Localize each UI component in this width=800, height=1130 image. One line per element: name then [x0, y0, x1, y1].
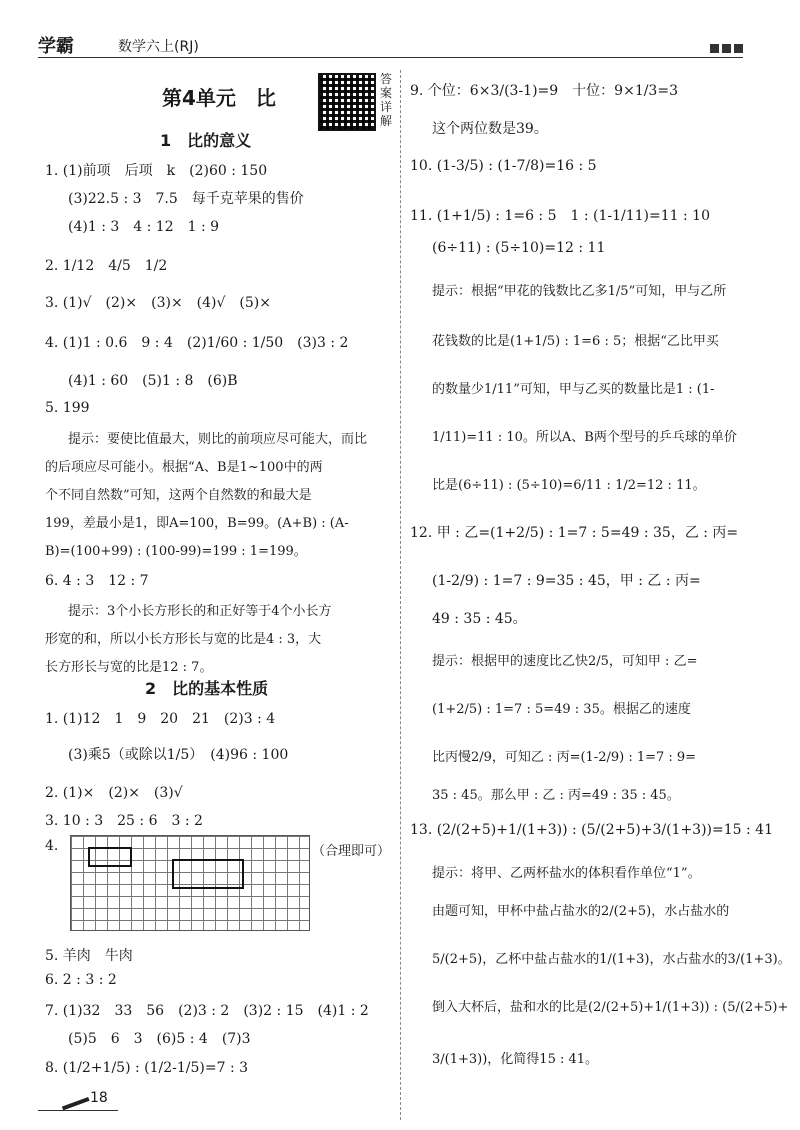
answer-line: 3. 10 : 3 25 : 6 3 : 2	[45, 813, 203, 829]
answer-line: 49 : 35 : 45。	[432, 611, 527, 627]
answer-line: (6÷11) : (5÷10)=12 : 11	[432, 240, 606, 256]
book-title: 数学六上(RJ)	[118, 39, 199, 55]
hint-line: 3/(1+3))，化简得15 : 41。	[432, 1052, 599, 1067]
hint-line: 199，差最小是1，即A=100，B=99。(A+B) : (A-	[45, 516, 349, 531]
hint-line: 提示：要使比值最大，则比的前项应尽可能大，而比	[68, 432, 368, 447]
grid-note: （合理即可）	[312, 844, 391, 859]
header-squares	[710, 44, 743, 53]
hint-line: B)=(100+99) : (100-99)=199 : 1=199。	[45, 544, 307, 559]
hint-line: 花钱数的比是(1+1/5) : 1=6 : 5；根据“乙比甲买	[432, 334, 719, 349]
hint-line: 5/(2+5)，乙杯中盐占盐水的1/(1+3)，水占盐水的3/(1+3)。	[432, 952, 791, 967]
footer-rule	[38, 1110, 118, 1111]
answer-line: 5. 羊肉 牛肉	[45, 948, 133, 964]
answer-line: 4.	[45, 838, 59, 854]
hint-line: 的后项应尽可能小。根据“A、B是1~100中的两	[45, 460, 323, 475]
answer-line: 8. (1/2+1/5) : (1/2-1/5)=7 : 3	[45, 1060, 249, 1076]
hint-line: 比是(6÷11) : (5÷10)=6/11 : 1/2=12 : 11。	[432, 478, 706, 493]
hint-line: 提示：根据甲的速度比乙快2/5，可知甲 : 乙=	[432, 654, 698, 669]
brand-logo: 学霸	[38, 36, 74, 57]
hint-line: 比丙慢2/9，可知乙 : 丙=(1-2/9) : 1=7 : 9=	[432, 750, 697, 765]
answer-line: (4)1 : 60 (5)1 : 8 (6)B	[68, 373, 238, 389]
hint-line: 提示：将甲、乙两杯盐水的体积看作单位“1”。	[432, 866, 701, 881]
qr-note: 答案详解	[380, 72, 393, 128]
answer-line: (3)22.5 : 3 7.5 每千克苹果的售价	[68, 191, 304, 207]
section-title-1: 1 比的意义	[160, 131, 252, 150]
hint-line: 个不同自然数”可知，这两个自然数的和最大是	[45, 488, 312, 503]
hint-line: 由题可知，甲杯中盐占盐水的2/(2+5)，水占盐水的	[432, 904, 730, 919]
answer-line: 5. 199	[45, 400, 90, 416]
answer-line: 7. (1)32 33 56 (2)3 : 2 (3)2 : 15 (4)1 : 2	[45, 1003, 369, 1019]
answer-line: (3)乘5（或除以1/5） (4)96 : 100	[68, 747, 289, 763]
answer-line: 1. (1)12 1 9 20 21 (2)3 : 4	[45, 711, 276, 727]
section-title-2: 2 比的基本性质	[145, 679, 269, 698]
answer-line: 9. 个位：6×3/(3-1)=9 十位：9×1/3=3	[410, 83, 678, 99]
answer-line: 2. (1)× (2)× (3)√	[45, 785, 183, 801]
small-rectangle	[88, 847, 132, 867]
hint-line: 倒入大杯后，盐和水的比是(2/(2+5)+1/(1+3)) : (5/(2+5)+	[432, 1000, 789, 1015]
page-header	[38, 32, 743, 60]
column-divider	[400, 70, 401, 1120]
answer-line: 1. (1)前项 后项 k (2)60 : 150	[45, 163, 268, 179]
hint-line: 1/11)=11 : 10。所以A、B两个型号的乒乓球的单价	[432, 430, 737, 445]
hint-line: 的数量少1/11”可知，甲与乙买的数量比是1 : (1-	[432, 382, 715, 397]
answer-line: 11. (1+1/5) : 1=6 : 5 1 : (1-1/11)=11 : 10	[410, 208, 710, 224]
answer-line: 3. (1)√ (2)× (3)× (4)√ (5)×	[45, 295, 271, 311]
answer-line: 13. (2/(2+5)+1/(1+3)) : (5/(2+5)+3/(1+3))=15 : 41	[410, 822, 773, 838]
hint-line: 提示：根据“甲花的钱数比乙多1/5”可知，甲与乙所	[432, 284, 727, 299]
answer-line: 2. 1/12 4/5 1/2	[45, 258, 168, 274]
answer-line: 6. 2 : 3 : 2	[45, 972, 117, 988]
hint-line: 35 : 45。那么甲 : 乙 : 丙=49 : 35 : 45。	[432, 788, 680, 803]
pencil-icon	[58, 1088, 89, 1111]
page-number: 18	[90, 1090, 108, 1106]
answer-line: 4. (1)1 : 0.6 9 : 4 (2)1/60 : 1/50 (3)3 : 2	[45, 335, 349, 351]
header-rule	[38, 57, 743, 58]
answer-line: (5)5 6 3 (6)5 : 4 (7)3	[68, 1031, 251, 1047]
answer-line: (1-2/9) : 1=7 : 9=35 : 45，甲 : 乙 : 丙=	[432, 573, 701, 589]
answer-line: (4)1 : 3 4 : 12 1 : 9	[68, 219, 220, 235]
hint-line: 长方形长与宽的比是12 : 7。	[45, 660, 213, 675]
answer-line: 12. 甲 : 乙=(1+2/5) : 1=7 : 5=49 : 35，乙 : 丙=	[410, 525, 739, 541]
hint-line: (1+2/5) : 1=7 : 5=49 : 35。根据乙的速度	[432, 702, 691, 717]
qr-code-icon	[318, 73, 376, 131]
answer-line: 6. 4 : 3 12 : 7	[45, 573, 149, 589]
unit-title: 第4单元 比	[162, 86, 276, 110]
hint-line: 提示：3个小长方形长的和正好等于4个小长方	[68, 604, 332, 619]
answer-line: 10. (1-3/5) : (1-7/8)=16 : 5	[410, 158, 597, 174]
answer-line: 这个两位数是39。	[432, 121, 548, 137]
hint-line: 形宽的和，所以小长方形长与宽的比是4 : 3，大	[45, 632, 322, 647]
large-rectangle	[172, 859, 244, 889]
